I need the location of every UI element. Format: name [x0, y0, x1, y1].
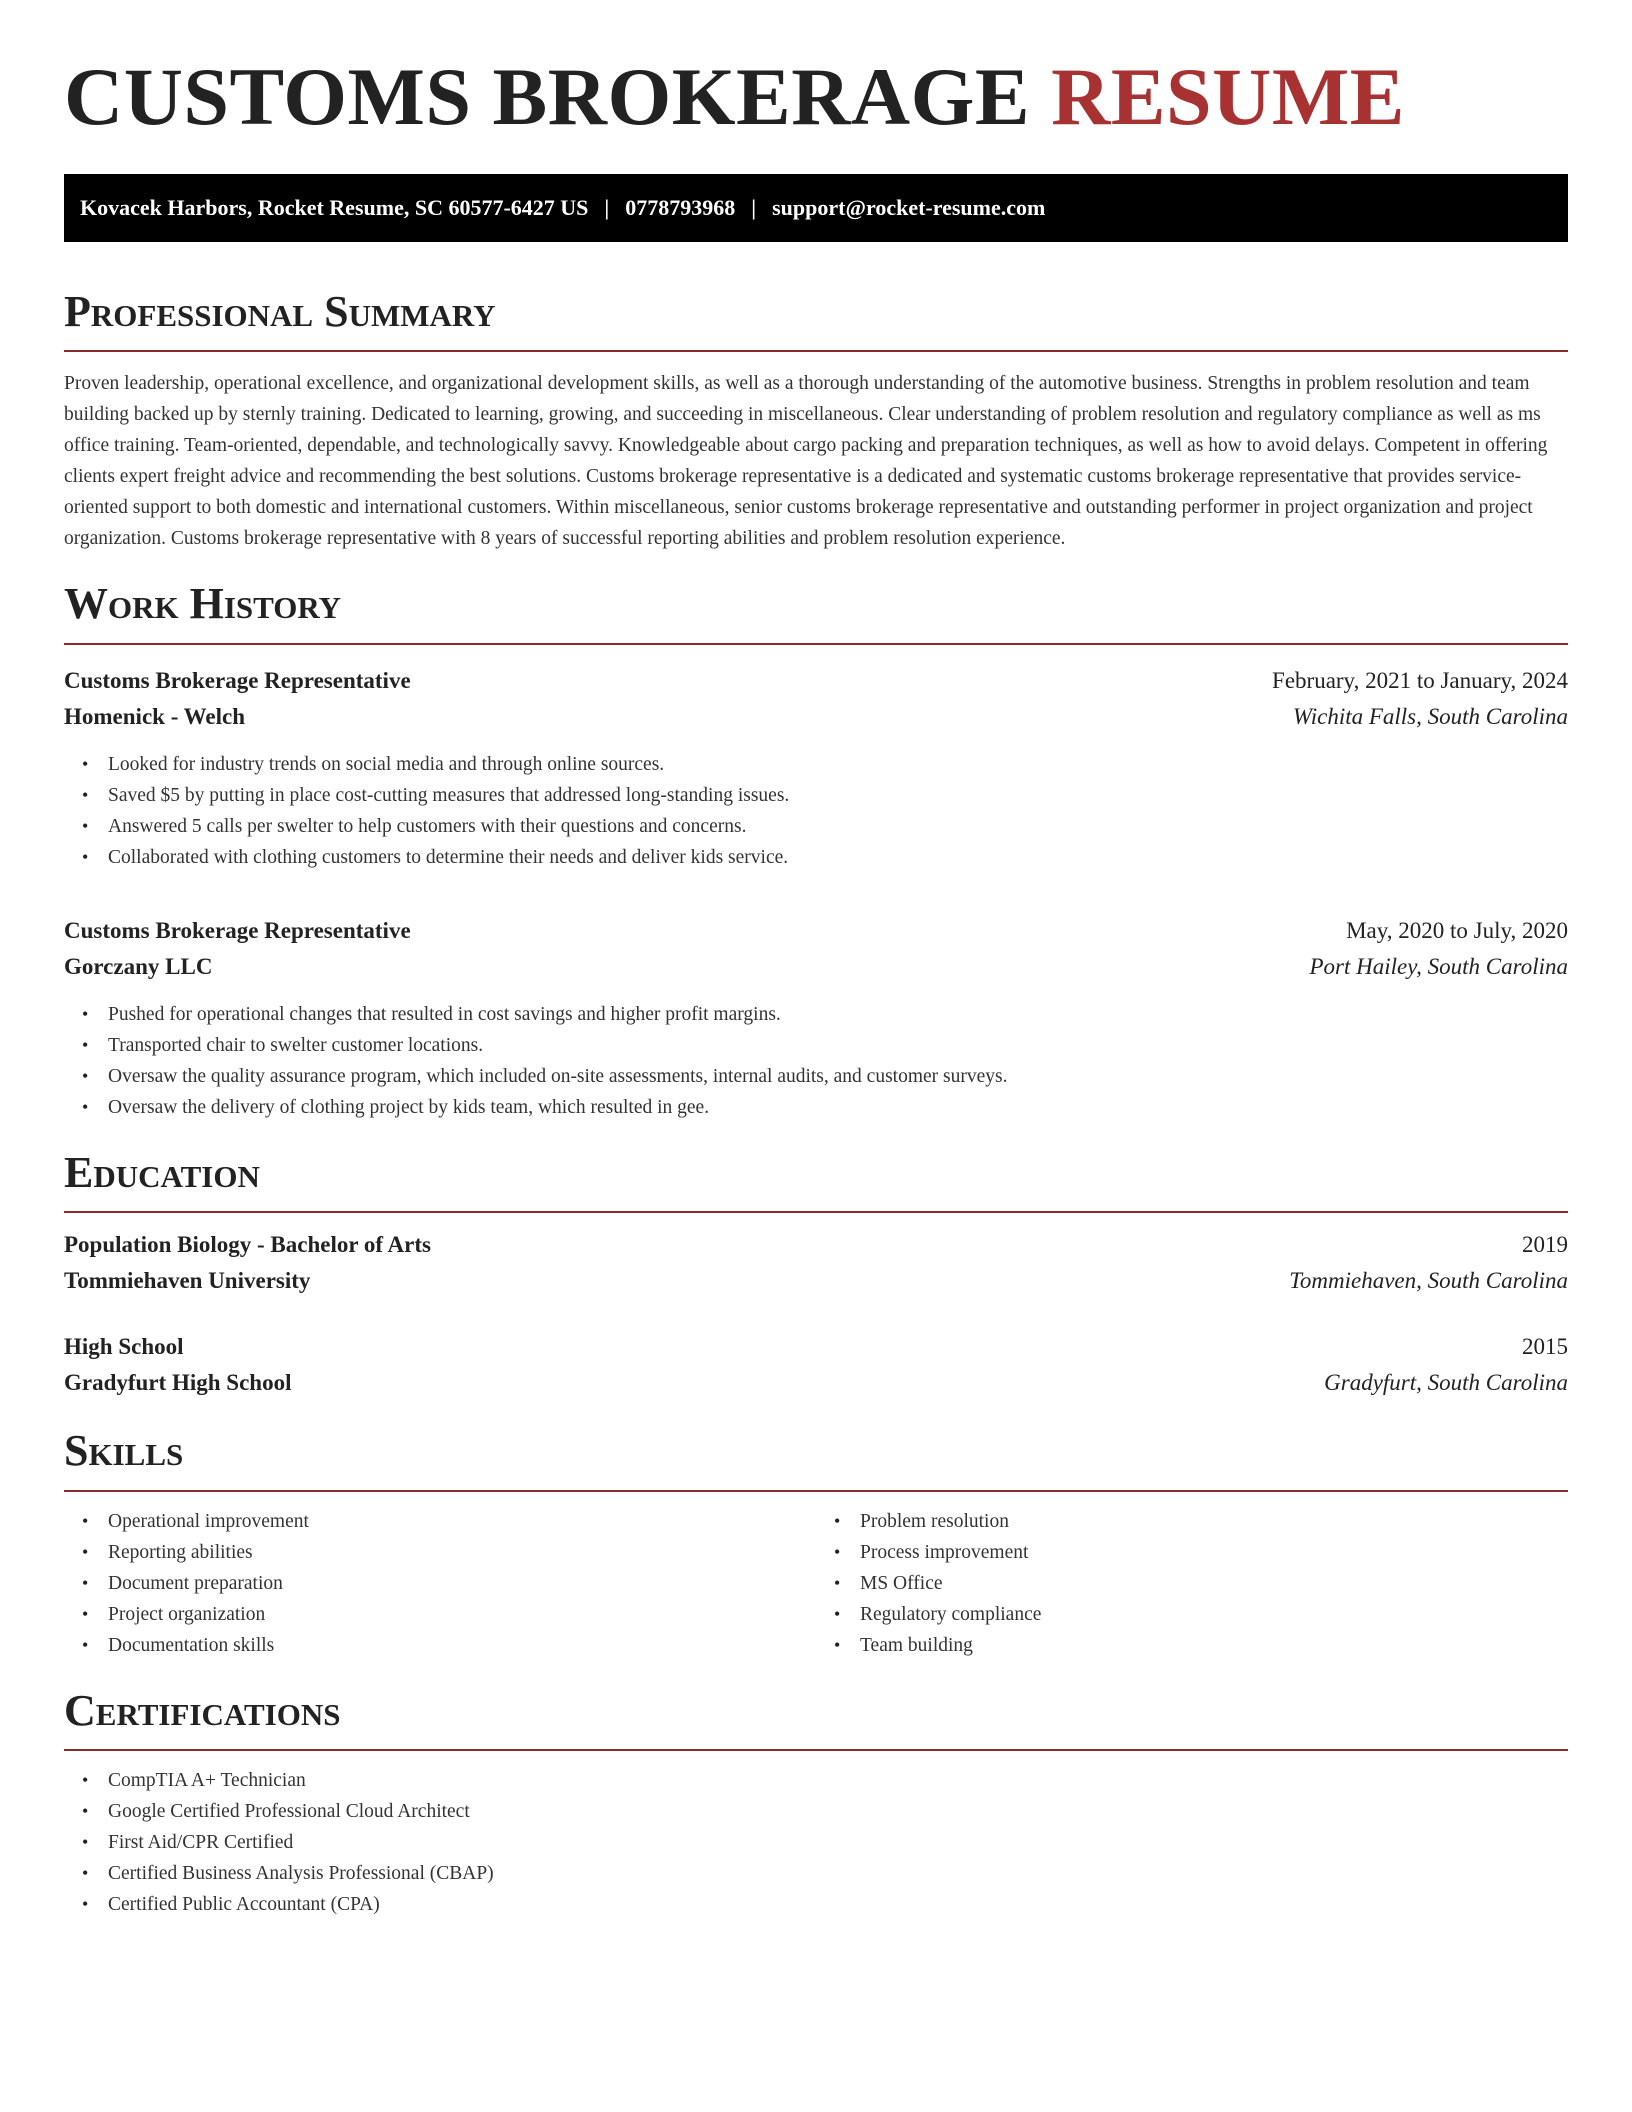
- job-company: Homenick - Welch: [64, 703, 246, 729]
- contact-separator: |: [604, 195, 610, 220]
- summary-text: Proven leadership, operational excellence, and organizational development skills, as well as a thorough understanding of the automotive business. Strengths in problem resolution and team building backed up by sternly training. Dedicated to learning, growing, and succeeding in miscellaneous. Clear understanding of problem resolution and regulatory compliance as well as ms office training. Team-oriented, dependable, and technologically savvy. Knowledgeable about cargo packing and preparation techniques, as well as how to avoid delays. Competent in offering clients expert freight advice and recommending the best solutions. Customs brokerage representative is a dedicated and systematic customs brokerage representative that provides service-oriented support to both domestic and international customers. Within miscellaneous, senior customs brokerage representative and outstanding performer in project organization and project organization. Customs brokerage representative with 8 years of successful reporting abilities and problem resolution experience.: [64, 373, 1548, 550]
- contact-email: support@rocket-resume.com: [772, 195, 1046, 220]
- education-degree: High School: [64, 1334, 184, 1360]
- certification-item: • CompTIA A+ Technician: [108, 1765, 1568, 1796]
- education-section: [64, 1149, 1568, 1401]
- job-location: Port Hailey, South Carolina: [1309, 953, 1568, 979]
- job-bullet: • Saved $5 by putting in place cost-cutting measures that addressed long-standing issues.: [108, 780, 1568, 811]
- skill-item: • Document preparation: [108, 1568, 816, 1599]
- title-accent: RESUME: [1051, 51, 1405, 142]
- skill-item: • Problem resolution: [860, 1506, 1568, 1537]
- education-entry: [64, 1227, 1568, 1299]
- education-school: Tommiehaven University: [64, 1268, 311, 1294]
- job-company-row: [64, 949, 1568, 985]
- certification-item: • First Aid/CPR Certified: [108, 1827, 1568, 1858]
- job-dates: February, 2021 to January, 2024: [1272, 667, 1568, 693]
- education-heading: Education: [64, 1149, 1568, 1213]
- job-bullet-list: [64, 749, 1568, 873]
- skill-item: • Process improvement: [860, 1537, 1568, 1568]
- job-header-row: [64, 663, 1568, 699]
- job-header-row: [64, 913, 1568, 949]
- certifications-list: [64, 1765, 1568, 1920]
- education-year: 2019: [1522, 1232, 1568, 1258]
- skill-item: • Project organization: [108, 1599, 816, 1630]
- skills-section: [64, 1427, 1568, 1660]
- job-company: Gorczany LLC: [64, 953, 213, 979]
- certification-item: • Certified Public Accountant (CPA): [108, 1889, 1568, 1920]
- job-entry: [64, 663, 1568, 873]
- certification-item: • Certified Business Analysis Professional (CBAP): [108, 1858, 1568, 1889]
- job-bullet: • Transported chair to swelter customer locations.: [108, 1030, 1568, 1061]
- education-location: Gradyfurt, South Carolina: [1324, 1370, 1568, 1396]
- skill-item: • Reporting abilities: [108, 1537, 816, 1568]
- education-school: Gradyfurt High School: [64, 1370, 292, 1396]
- skill-item: • Operational improvement: [108, 1506, 816, 1537]
- job-location: Wichita Falls, South Carolina: [1292, 703, 1568, 729]
- education-degree-row: [64, 1329, 1568, 1365]
- skill-item: • Regulatory compliance: [860, 1599, 1568, 1630]
- job-bullet: • Oversaw the delivery of clothing project by kids team, which resulted in gee.: [108, 1092, 1568, 1123]
- education-degree: Population Biology - Bachelor of Arts: [64, 1232, 431, 1258]
- job-company-row: [64, 699, 1568, 735]
- skills-list-right: [816, 1506, 1568, 1661]
- education-school-row: [64, 1263, 1568, 1299]
- job-bullet: • Collaborated with clothing customers to determine their needs and deliver kids service.: [108, 842, 1568, 873]
- skills-grid: [64, 1506, 1568, 1661]
- skills-list-left: [64, 1506, 816, 1661]
- job-bullet-list: [64, 999, 1568, 1123]
- summary-section: [64, 288, 1568, 554]
- job-bullet: • Pushed for operational changes that resulted in cost savings and higher profit margins.: [108, 999, 1568, 1030]
- work-history-section: [64, 580, 1568, 1122]
- job-entry: [64, 913, 1568, 1123]
- job-bullet: • Looked for industry trends on social media and through online sources.: [108, 749, 1568, 780]
- education-school-row: [64, 1365, 1568, 1401]
- contact-address: Kovacek Harbors, Rocket Resume, SC 60577-6427 US: [80, 195, 589, 220]
- skill-item: • Documentation skills: [108, 1630, 816, 1661]
- certifications-section: [64, 1687, 1568, 1920]
- education-degree-row: [64, 1227, 1568, 1263]
- certification-item: • Google Certified Professional Cloud Architect: [108, 1796, 1568, 1827]
- skill-item: • Team building: [860, 1630, 1568, 1661]
- job-title: Customs Brokerage Representative: [64, 667, 411, 693]
- job-dates: May, 2020 to July, 2020: [1346, 917, 1568, 943]
- contact-bar: [64, 174, 1568, 242]
- certifications-heading: Certifications: [64, 1687, 1568, 1751]
- education-entry: [64, 1329, 1568, 1401]
- job-bullet: • Oversaw the quality assurance program, which included on-site assessments, internal audits, and customer surveys.: [108, 1061, 1568, 1092]
- title-main: CUSTOMS BROKERAGE: [64, 51, 1031, 142]
- resume-title: [64, 51, 1568, 142]
- job-title: Customs Brokerage Representative: [64, 917, 411, 943]
- job-bullet: • Answered 5 calls per swelter to help customers with their questions and concerns.: [108, 811, 1568, 842]
- summary-heading: Professional Summary: [64, 288, 1568, 352]
- skills-heading: Skills: [64, 1427, 1568, 1491]
- education-location: Tommiehaven, South Carolina: [1289, 1268, 1568, 1294]
- skill-item: • MS Office: [860, 1568, 1568, 1599]
- education-year: 2015: [1522, 1334, 1568, 1360]
- contact-separator: |: [751, 195, 757, 220]
- work-history-heading: Work History: [64, 580, 1568, 644]
- contact-phone: 0778793968: [625, 195, 736, 220]
